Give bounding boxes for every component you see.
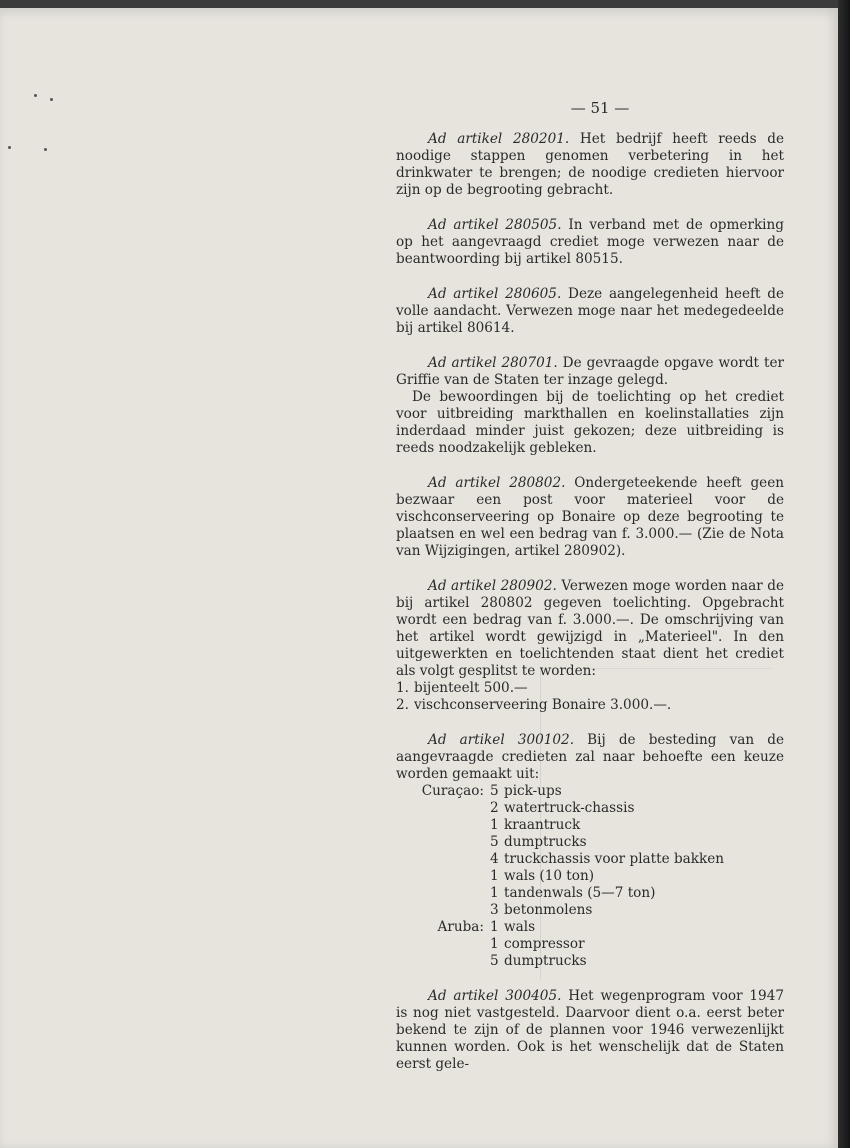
list-item: 5 dumptrucks — [490, 834, 587, 850]
article-ref: Ad artikel 280701. — [428, 355, 558, 371]
list-item: 1. bijenteelt 500.— — [396, 680, 528, 696]
paragraph-280201 — [396, 131, 784, 199]
list-item: 5 dumptrucks — [490, 953, 587, 969]
paragraph-300102 — [396, 732, 784, 783]
paragraph-300405 — [396, 988, 784, 1073]
page-number: — 51 — — [570, 99, 630, 117]
paragraph-text: In verband met de opmerking op het aangevraagd crediet moge verwezen naar de beantwoording bij artikel 80515. — [396, 217, 784, 267]
list-item: 1 wals (10 ton) — [490, 868, 595, 884]
article-ref: Ad artikel 280201. — [428, 131, 570, 147]
paragraph-text: Het wegenprogram voor 1947 is nog niet vastgesteld. Daarvoor dient o.a. eerst beter bekend te zijn of de plannen voor 1946 verwezenlijkt kunnen worden. Ook is het wenschelijk dat de Staten eerst gele- — [396, 988, 784, 1072]
paragraph-280605 — [396, 286, 784, 337]
article-ref: Ad artikel 300405. — [428, 988, 562, 1004]
scan-edge — [838, 0, 850, 1148]
paragraph-280802 — [396, 475, 784, 560]
article-ref: Ad artikel 300102. — [428, 732, 575, 748]
list-item: 1 compressor — [490, 936, 585, 952]
list-item: 2. vischconserveering Bonaire 3.000.—. — [396, 697, 672, 713]
list-item: 3 betonmolens — [490, 902, 593, 918]
article-ref: Ad artikel 280505. — [428, 217, 562, 233]
paragraph-280701 — [396, 355, 784, 389]
article-ref: Ad artikel 280902. — [428, 578, 557, 594]
article-ref: Ad artikel 280802. — [428, 475, 566, 491]
paragraph-text: Verwezen moge worden naar de bij artikel 280802 gegeven toelichting. Opgebracht wordt een bedrag van f. 3.000.—. De omschrijving van het artikel wordt gewijzigd in „Materieel". In den uitgewerkten en toelichtenden staat dient het crediet als volgt gesplitst te worden: — [396, 578, 784, 679]
list-item: 1 kraantruck — [490, 817, 581, 833]
paragraph-text: Het bedrijf heeft reeds de noodige stappen genomen verbetering in het drinkwater te brengen; de noodige credieten hiervoor zijn op de begrooting gebracht. — [396, 131, 785, 198]
list-item: 2 watertruck-chassis — [490, 800, 635, 816]
text-column — [396, 100, 784, 1091]
paragraph-text: Deze aangelegenheid heeft de volle aandacht. Verwezen moge naar het medegedeelde bij artikel 80614. — [396, 286, 784, 336]
paragraph-280701-continued: De bewoordingen bij de toelichting op het crediet voor uitbreiding markthallen en koelinstallaties zijn inderdaad minder juist gekozen; deze uitbreiding is reeds noodzakelijk gebleken. — [396, 389, 784, 456]
paragraph-280902 — [396, 578, 784, 680]
paragraph-280505 — [396, 217, 784, 268]
list-item: 4 truckchassis voor platte bakken — [490, 851, 725, 867]
list-item: 1 tandenwals (5—7 ton) — [490, 885, 656, 901]
paragraph-text: De gevraagde opgave wordt ter Griffie van de Staten ter inzage gelegd. — [396, 355, 784, 388]
vehicle-list — [396, 783, 784, 970]
article-ref: Ad artikel 280605. — [428, 286, 562, 302]
paragraph-text: Ondergeteekende heeft geen bezwaar een post voor materieel voor de vischconserveering op Bonaire op deze begrooting te plaatsen en wel een bedrag van f. 3.000.— (Zie de Nota van Wijzigingen, artikel 280902). — [396, 475, 784, 559]
list-item: Curaçao: 5 pick-ups — [421, 783, 562, 799]
split-list — [396, 680, 784, 714]
list-item: Aruba: 1 wals — [437, 919, 536, 935]
document-page — [0, 8, 838, 1148]
paragraph-text: Bij de besteding van de aangevraagde credieten zal naar behoefte een keuze worden gemaakt uit: — [396, 732, 784, 782]
